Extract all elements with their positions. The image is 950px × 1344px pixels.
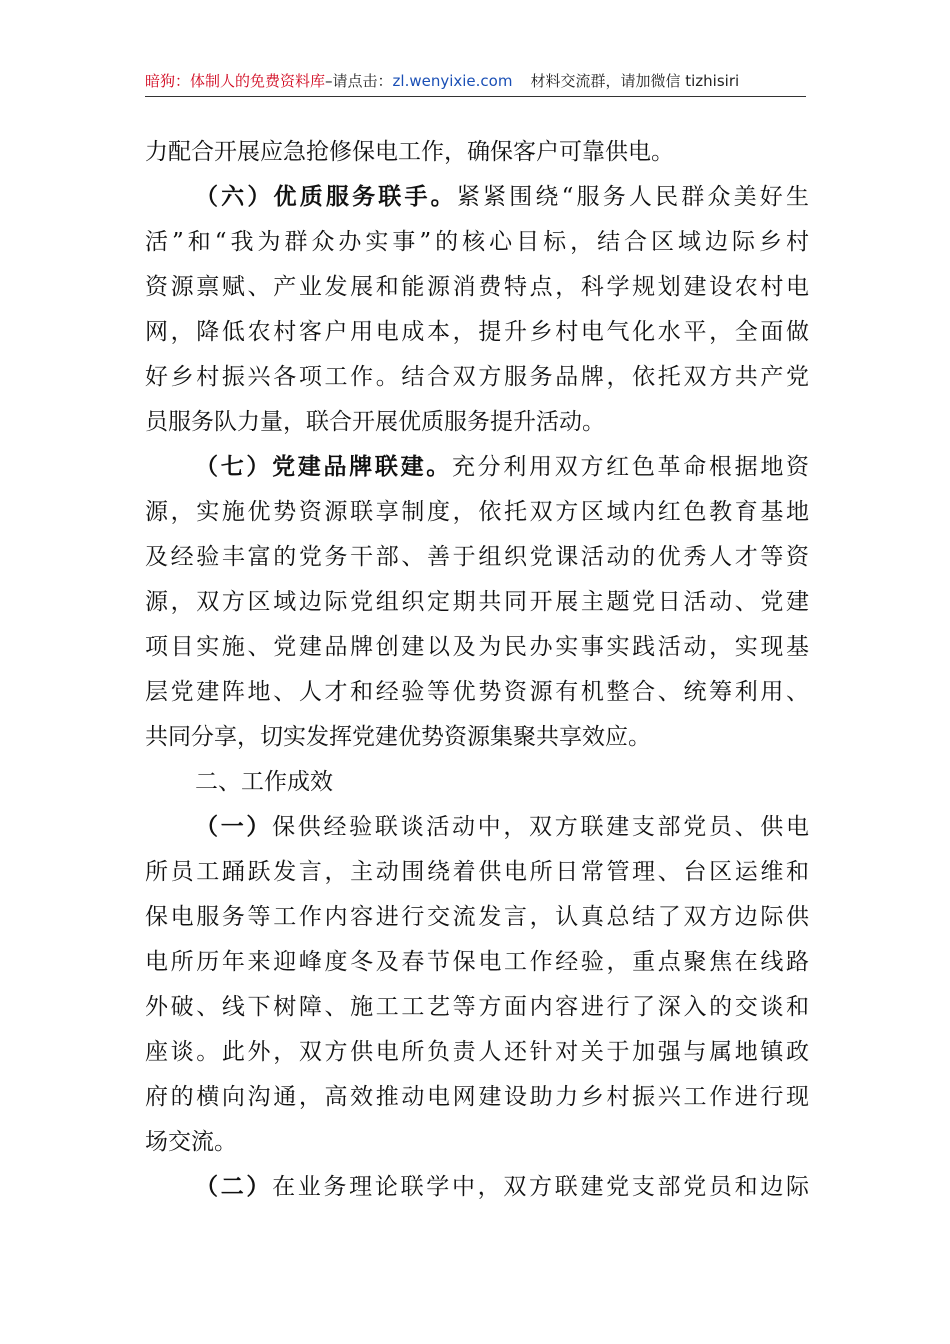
text-line: 活”和“我为群众办实事”的核心目标，结合区域边际乡村 — [145, 229, 809, 255]
page-header — [145, 66, 806, 97]
text-line: 外破、线下树障、施工工艺等方面内容进行了深入的交谈和 — [145, 994, 809, 1020]
section-lead-1: （一） — [195, 814, 273, 840]
text-line: 电所历年来迎峰度冬及春节保电工作经验，重点聚焦在线路 — [145, 949, 809, 975]
section-lead-7: （七）党建品牌联建。 — [195, 454, 452, 480]
text-span: 在业务理论联学中，双方联建党支部党员和边际 — [272, 1174, 810, 1200]
text-line: 项目实施、党建品牌创建以及为民办实事实践活动，实现基 — [145, 634, 809, 660]
header-link-prefix: –请点击： — [325, 72, 393, 90]
header-site-name: 暗狗：体制人的免费资料库 — [145, 72, 326, 90]
text-line: 源，双方区域边际党组织定期共同开展主题党日活动、党建 — [145, 589, 809, 615]
text-line: 保电服务等工作内容进行交流发言，认真总结了双方边际供 — [145, 904, 809, 930]
paragraph-first-line — [145, 1165, 809, 1210]
text-span: 保供经验联谈活动中，双方联建支部党员、供电 — [272, 814, 810, 840]
text-line: 共同分享，切实发挥党建优势资源集聚共享效应。 — [145, 724, 651, 750]
text-line: 及经验丰富的党务干部、善于组织党课活动的优秀人才等资 — [145, 544, 809, 570]
section-lead-6: （六）优质服务联手。 — [195, 184, 457, 210]
text-line: 员服务队力量，联合开展优质服务提升活动。 — [145, 409, 605, 435]
section-heading: 二、工作成效 — [195, 769, 333, 795]
text-line: 层党建阵地、人才和经验等优势资源有机整合、统筹利用、 — [145, 679, 809, 705]
document-body — [145, 130, 809, 1210]
paragraph-first-line — [145, 445, 809, 490]
text-line: 府的横向沟通，高效推动电网建设助力乡村振兴工作进行现 — [145, 1084, 809, 1110]
header-contact-text: 材料交流群，请加微信 tizhisiri — [530, 72, 740, 90]
section-lead-2: （二） — [195, 1174, 273, 1200]
text-line: 座谈。此外，双方供电所负责人还针对关于加强与属地镇政 — [145, 1039, 809, 1065]
paragraph-first-line — [145, 175, 809, 220]
paragraph-first-line — [145, 805, 809, 850]
text-line: 好乡村振兴各项工作。结合双方服务品牌，依托双方共产党 — [145, 364, 809, 390]
text-line: 所员工踊跃发言，主动围绕着供电所日常管理、台区运维和 — [145, 859, 809, 885]
text-line: 力配合开展应急抢修保电工作，确保客户可靠供电。 — [145, 139, 674, 165]
text-line: 场交流。 — [145, 1129, 237, 1155]
text-span: 紧紧围绕“服务人民群众美好生 — [456, 184, 809, 210]
header-link[interactable]: zl.wenyixie.com — [392, 72, 513, 90]
text-line: 网，降低农村客户用电成本，提升乡村电气化水平，全面做 — [145, 319, 809, 345]
text-span: 充分利用双方红色革命根据地资 — [451, 454, 810, 480]
text-line: 源，实施优势资源联享制度，依托双方区域内红色教育基地 — [145, 499, 809, 525]
text-line: 资源禀赋、产业发展和能源消费特点，科学规划建设农村电 — [145, 274, 809, 300]
